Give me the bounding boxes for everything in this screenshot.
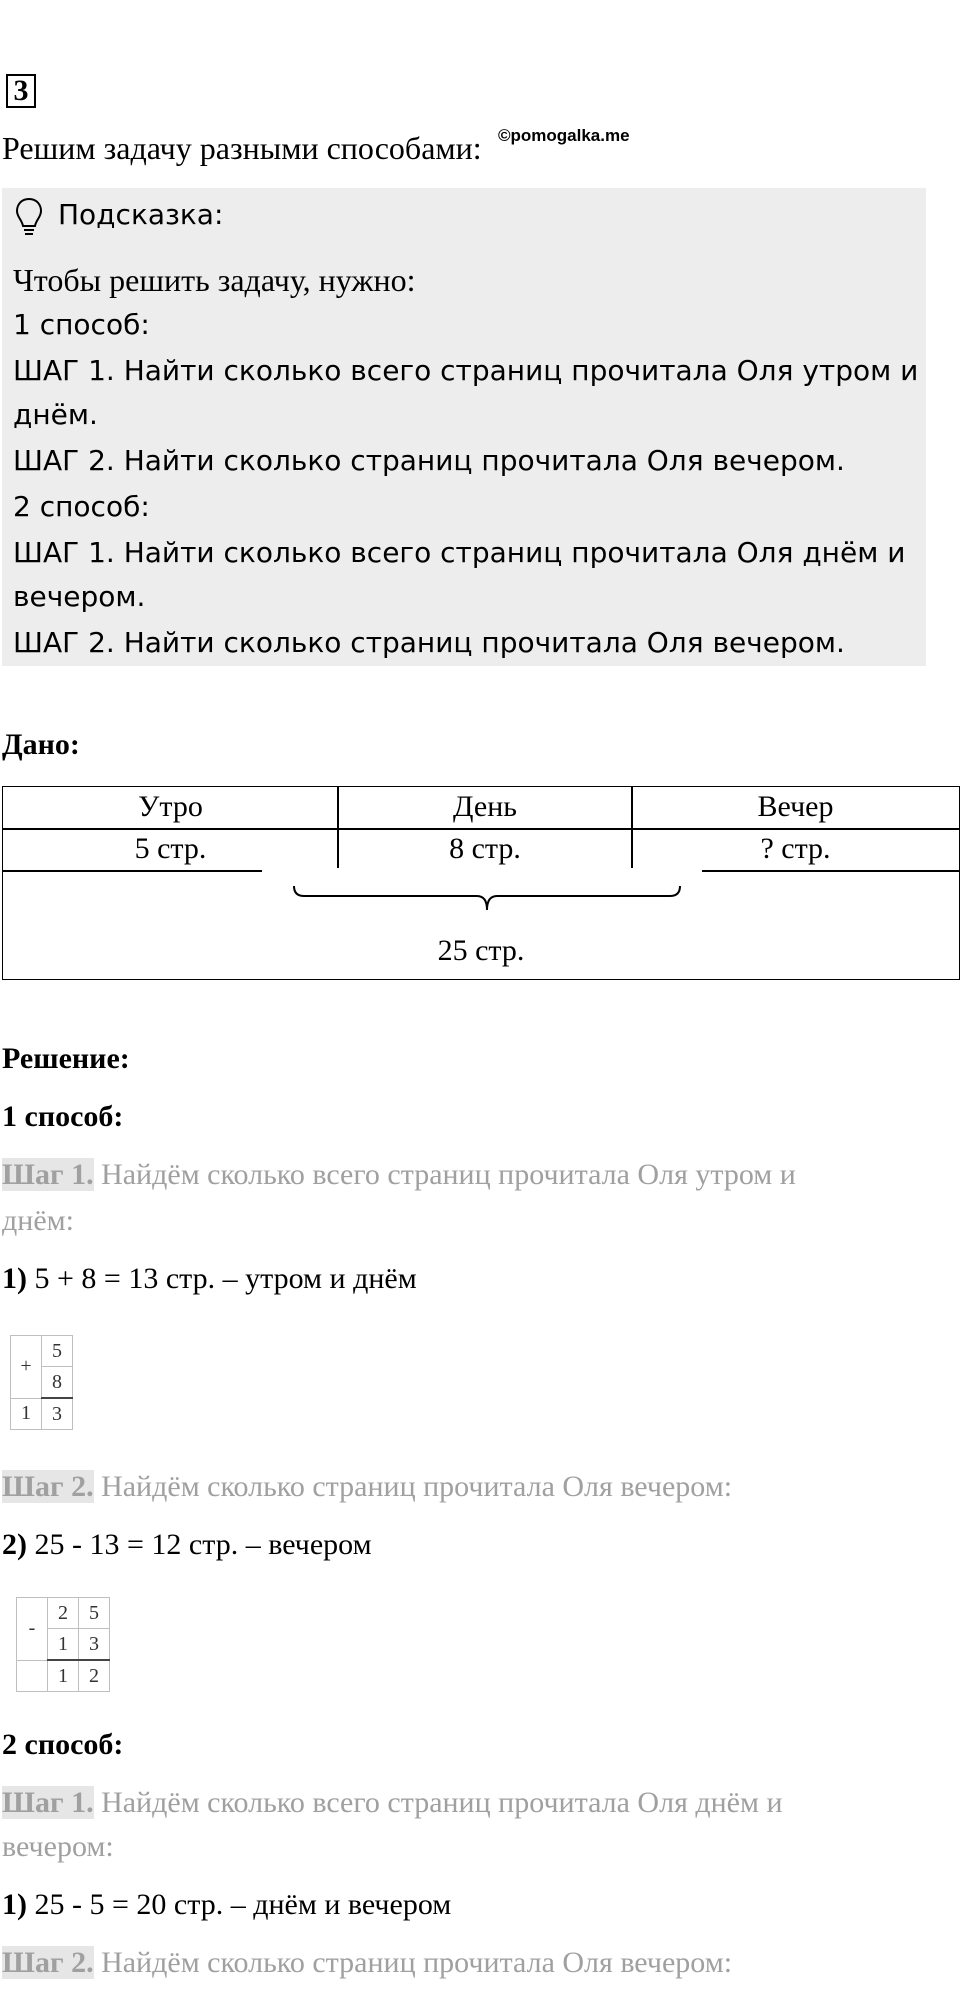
- calc-subtraction: [16, 1597, 110, 1692]
- calc1-r0: 1: [11, 1398, 42, 1430]
- calc2-empty: [17, 1660, 48, 1692]
- calc2-b0: 1: [48, 1629, 79, 1661]
- calc1-b: 8: [42, 1367, 73, 1399]
- m1-step1-cont: днём:: [2, 1204, 74, 1237]
- calc2-op: -: [17, 1598, 48, 1661]
- calc-addition: [10, 1335, 73, 1430]
- watermark: ©pomogalka.me: [498, 126, 630, 145]
- hint-m1-step1-cont: днём.: [13, 398, 98, 431]
- given-table: [2, 786, 960, 980]
- value-day: 8 стр.: [337, 828, 633, 872]
- hint-method2: 2 способ:: [13, 490, 150, 523]
- given-heading: Дано:: [2, 728, 80, 761]
- value-morning: 5 стр.: [2, 828, 339, 872]
- calc1-r1: 3: [42, 1398, 73, 1430]
- method2-heading: 2 способ:: [2, 1728, 124, 1761]
- expression-3: 1) 25 - 5 = 20 стр. – днём и вечером: [2, 1888, 452, 1921]
- hint-m2-step1-cont: вечером.: [13, 580, 146, 613]
- intro-text: Решим задачу разными способами:: [2, 130, 482, 166]
- calc1-a: 5: [42, 1336, 73, 1367]
- calc2-a0: 2: [48, 1598, 79, 1629]
- header-day: День: [337, 786, 633, 830]
- hint-m1-step1: ШАГ 1. Найти сколько всего страниц прочитала Оля утром и: [13, 354, 919, 387]
- hint-m1-step2: ШАГ 2. Найти сколько страниц прочитала Оля вечером.: [13, 444, 845, 477]
- calc2-b1: 3: [79, 1629, 110, 1661]
- brace-icon: [292, 884, 682, 914]
- calc2-a1: 5: [79, 1598, 110, 1629]
- solution-heading: Решение:: [2, 1042, 130, 1075]
- lightbulb-icon: [14, 196, 44, 238]
- hint-intro: Чтобы решить задачу, нужно:: [13, 262, 416, 298]
- calc2-r1: 2: [79, 1660, 110, 1692]
- calc2-r0: 1: [48, 1660, 79, 1692]
- m2-step1: Шаг 1. Найдём сколько всего страниц прочитала Оля днём и: [2, 1786, 783, 1819]
- total-value: 25 стр.: [437, 934, 525, 967]
- m1-step2: Шаг 2. Найдём сколько страниц прочитала Оля вечером:: [2, 1470, 733, 1503]
- expression-2: 2) 25 - 13 = 12 стр. – вечером: [2, 1528, 372, 1561]
- hint-m2-step1: ШАГ 1. Найти сколько всего страниц прочитала Оля днём и: [13, 536, 906, 569]
- header-evening: Вечер: [631, 786, 960, 830]
- m1-step1: Шаг 1. Найдём сколько всего страниц прочитала Оля утром и: [2, 1158, 796, 1191]
- m2-step1-cont: вечером:: [2, 1830, 114, 1863]
- expression-1: 1) 5 + 8 = 13 стр. – утром и днём: [2, 1262, 417, 1295]
- header-morning: Утро: [2, 786, 339, 830]
- calc1-op: +: [11, 1336, 42, 1399]
- hint-m2-step2: ШАГ 2. Найти сколько страниц прочитала Оля вечером.: [13, 626, 845, 659]
- value-evening: ? стр.: [631, 828, 960, 872]
- method1-heading: 1 способ:: [2, 1100, 124, 1133]
- task-number: 3: [6, 74, 36, 108]
- m2-step2: Шаг 2. Найдём сколько страниц прочитала Оля вечером:: [2, 1946, 733, 1979]
- hint-method1: 1 способ:: [13, 308, 150, 341]
- hint-title: Подсказка:: [58, 198, 224, 231]
